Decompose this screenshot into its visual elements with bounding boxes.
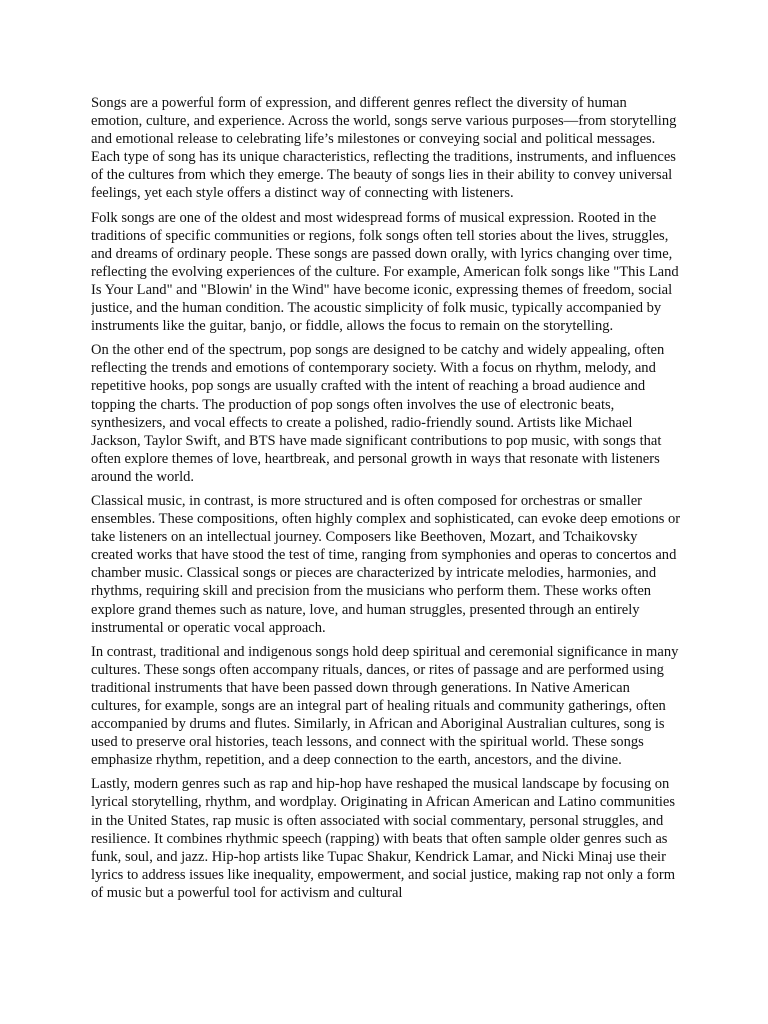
paragraph-pop-songs: On the other end of the spectrum, pop songs are designed to be catchy and widely appealing, often reflecting the trends and emotions of contemporary society. With a focus on rhythm, melody, and repetitive hooks, pop songs are usually crafted with the intent of reaching a broad audience and topping the charts. The production of pop songs often involves the use of electronic beats, synthesizers, and vocal effects to create a polished, radio-friendly sound. Artists like Michael Jackson, Taylor Swift, and BTS have made significant contributions to pop music, with songs that often explore themes of love, heartbreak, and personal growth in ways that resonate with listeners around the world. [91,342,665,485]
paragraph-rap-hip-hop: Lastly, modern genres such as rap and hip-hop have reshaped the musical landscape by focusing on lyrical storytelling, rhythm, and wordplay. Originating in African American and Latino communities in the United States, rap music is often associated with social commentary, personal struggles, and resilience. It combines rhythmic speech (rapping) with beats that often sample older genres such as funk, soul, and jazz. Hip-hop artists like Tupac Shakur, Kendrick Lamar, and Nicki Minaj use their lyrics to address issues like inequality, empowerment, and social justice, making rap not only a form of music but a powerful tool for activism and cultural [91,776,676,901]
paragraph-classical-music: Classical music, in contrast, is more structured and is often composed for orchestras or smaller ensembles. These compositions, often highly complex and sophisticated, can evoke deep emotions or take listeners on an intellectual journey. Composers like Beethoven, Mozart, and Tchaikovsky created works that have stood the test of time, ranging from symphonies and operas to concertos and chamber music. Classical songs or pieces are characterized by intricate melodies, harmonies, and rhythms, requiring skill and precision from the musicians who perform them. These works often explore grand themes such as nature, love, and human struggles, presented through an entirely instrumental or operatic vocal approach. [91,492,681,636]
document-body [91,94,681,930]
paragraph-folk-songs: Folk songs are one of the oldest and most widespread forms of musical expression. Rooted in the traditions of specific communities or regions, folk songs often tell stories about the lives, struggles, and dreams of ordinary people. These songs are passed down orally, with lyrics changing over time, reflecting the evolving experiences of the culture. For example, American folk songs like "This Land Is Your Land" and "Blowin' in the Wind" have become iconic, expressing themes of freedom, social justice, and the human condition. The acoustic simplicity of folk music, typically accompanied by instruments like the guitar, banjo, or fiddle, allows the focus to remain on the storytelling. [91,209,679,335]
paragraph-traditional-songs: In contrast, traditional and indigenous songs hold deep spiritual and ceremonial significance in many cultures. These songs often accompany rituals, dances, or rites of passage and are performed using traditional instruments that have been passed down through generations. In Native American cultures, for example, songs are an integral part of healing rituals and community gatherings, often accompanied by drums and flutes. Similarly, in African and Aboriginal Australian cultures, song is used to preserve oral histories, teach lessons, and connect with the spiritual world. These songs emphasize rhythm, repetition, and a deep connection to the earth, ancestors, and the divine. [91,643,679,769]
paragraph-intro: Songs are a powerful form of expression, and different genres reflect the diversity of human emotion, culture, and experience. Across the world, songs serve various purposes—from storytelling and emotional release to celebrating life’s milestones or conveying social and political messages. Each type of song has its unique characteristics, reflecting the traditions, instruments, and influences of the cultures from which they emerge. The beauty of songs lies in their ability to convey universal feelings, yet each style offers a distinct way of connecting with listeners. [91,95,677,202]
